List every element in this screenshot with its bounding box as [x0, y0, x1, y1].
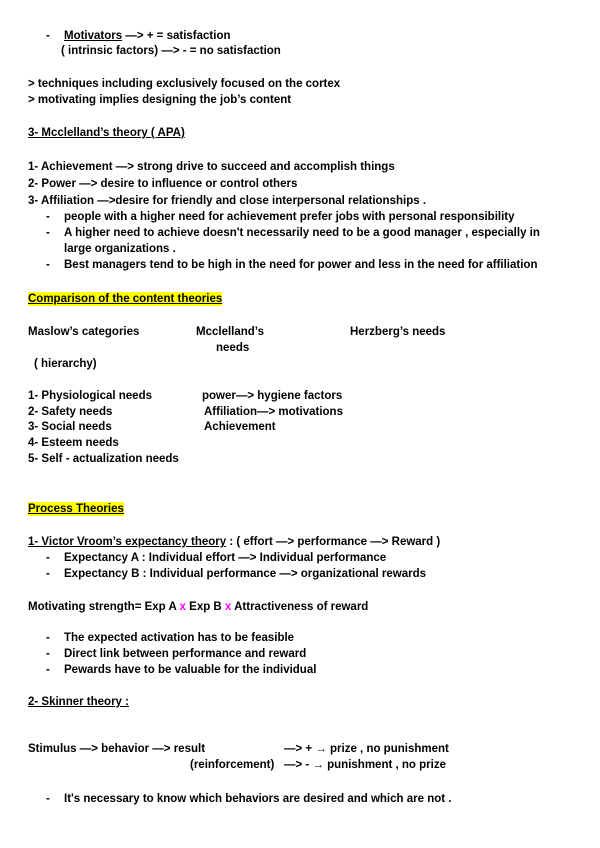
process-heading: Process Theories: [28, 503, 124, 515]
maslow-item: 5- Self - actualization needs: [28, 453, 179, 465]
mcclelland-heading: 3- Mcclelland’s theory ( APA): [28, 127, 185, 139]
skinner-line-2-right: —> - → punishment , no prize: [284, 759, 446, 771]
vroom-title: 1- Victor Vroom’s expectancy theory: [28, 536, 227, 548]
col-herzberg: Herzberg’s needs: [350, 326, 446, 338]
mcclelland-bullet: A higher need to achieve doesn't necessarily need to be a good manager , especially in: [64, 227, 540, 239]
bullet-dash: -: [46, 568, 50, 580]
skinner-bullet: It's necessary to know which behaviors are desired and which are not .: [64, 793, 452, 805]
mcclelland-bullet: people with a higher need for achievement prefer jobs with personal responsibility: [64, 211, 515, 223]
cortex-line-2: > motivating implies designing the job’s content: [28, 94, 292, 106]
vroom-line: [28, 535, 440, 549]
expectancy-a: Expectancy A : Individual effort —> Individual performance: [64, 552, 387, 564]
motivators-rest: —> + = satisfaction: [122, 30, 231, 42]
bullet-dash: -: [46, 30, 50, 42]
process-bullet: Pewards have to be valuable for the individual: [64, 664, 317, 676]
motivators-term: Motivators: [64, 30, 123, 42]
process-bullet: The expected activation has to be feasible: [64, 632, 295, 644]
col-maslow: Maslow’s categories: [28, 326, 140, 338]
maslow-item: 1- Physiological needs: [28, 390, 152, 402]
mcclelland-line-3: 3- Affiliation —>desire for friendly and close interpersonal relationships .: [28, 195, 427, 207]
formula-part: Attractiveness of reward: [231, 601, 369, 613]
times-sign: x: [179, 601, 186, 613]
mcclelland-item: Achievement: [204, 421, 276, 433]
motivators-line: [64, 29, 231, 43]
maslow-item: 4- Esteem needs: [28, 437, 119, 449]
skinner-line-2-left: (reinforcement): [190, 759, 275, 771]
bullet-dash: -: [46, 227, 50, 239]
mcclelland-item: power—> hygiene factors: [202, 390, 343, 402]
col-maslow-b: ( hierarchy): [34, 358, 97, 370]
bullet-dash: -: [46, 259, 50, 271]
motivators-line2: ( intrinsic factors) —> - = no satisfaction: [61, 45, 281, 57]
times-sign: x: [224, 601, 232, 613]
comparison-heading: Comparison of the content theories: [28, 293, 223, 305]
process-bullet: Direct link between performance and reward: [64, 648, 307, 660]
mcclelland-line-2: 2- Power —> desire to influence or control others: [28, 178, 298, 190]
col-mcclelland-b: needs: [216, 342, 250, 354]
bullet-dash: -: [46, 648, 50, 660]
expectancy-b: Expectancy B : Individual performance —> organizational rewards: [64, 568, 427, 580]
formula-part: Exp B: [185, 601, 225, 613]
skinner-heading: 2- Skinner theory :: [28, 696, 129, 708]
mcclelland-item: Affiliation—> motivations: [204, 406, 343, 418]
bullet-dash: -: [46, 552, 50, 564]
maslow-item: 3- Social needs: [28, 421, 112, 433]
bullet-dash: -: [46, 211, 50, 223]
bullet-dash: -: [46, 664, 50, 676]
bullet-dash: -: [46, 793, 50, 805]
formula: [28, 600, 368, 614]
mcclelland-line-1: 1- Achievement —> strong drive to succeed and accomplish things: [28, 161, 395, 173]
vroom-rest: : ( effort —> performance —> Reward ): [226, 536, 441, 548]
formula-part: Motivating strength= Exp A: [28, 601, 180, 613]
col-mcclelland: Mcclelland’s: [196, 326, 264, 338]
bullet-dash: -: [46, 632, 50, 644]
skinner-line-1-right: —> + → prize , no punishment: [284, 743, 449, 755]
cortex-line-1: > techniques including exclusively focused on the cortex: [28, 78, 341, 90]
skinner-line-1-left: Stimulus —> behavior —> result: [28, 743, 206, 755]
mcclelland-bullet: Best managers tend to be high in the need for power and less in the need for affiliation: [64, 259, 538, 271]
maslow-item: 2- Safety needs: [28, 406, 113, 418]
mcclelland-bullet-cont: large organizations .: [64, 243, 176, 255]
